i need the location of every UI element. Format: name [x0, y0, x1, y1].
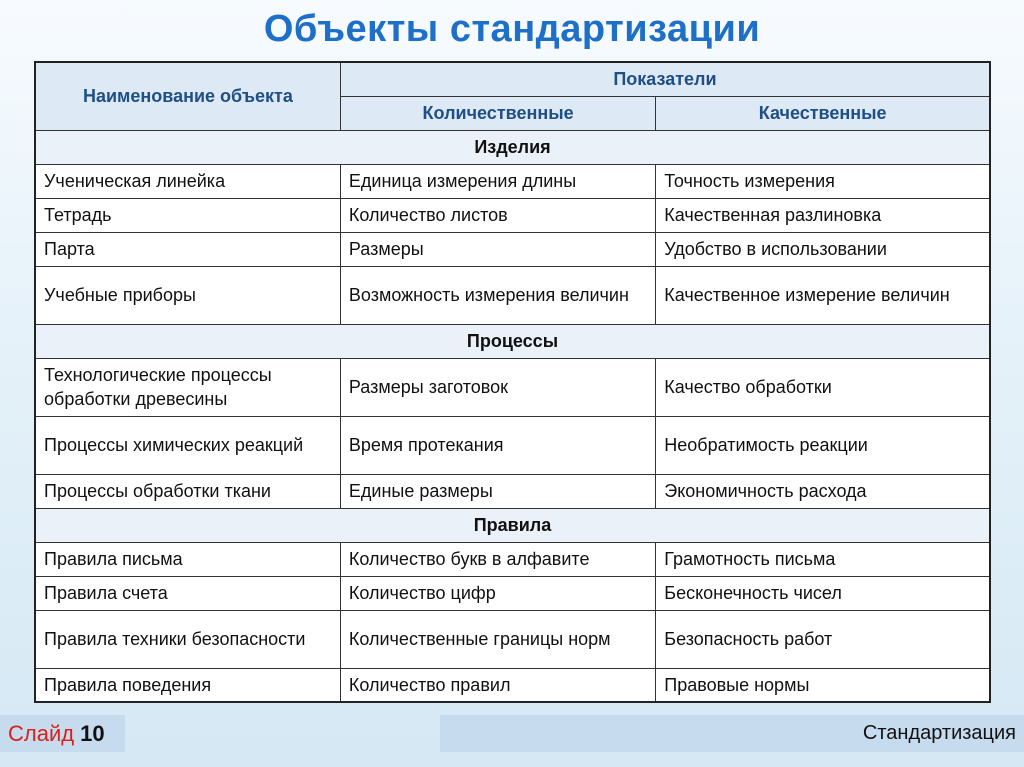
header-quantitative: Количественные	[340, 96, 655, 130]
cell-object: Правила письма	[35, 542, 340, 576]
header-indicators: Показатели	[340, 62, 990, 96]
slide-title: Объекты стандартизации	[263, 8, 761, 50]
cell-object: Правила техники безопасности	[35, 610, 340, 668]
table-row	[35, 266, 990, 324]
cell-quantitative: Размеры	[340, 232, 655, 266]
section-rules: Правила	[35, 508, 990, 542]
cell-object: Технологические процессы обработки древесины	[35, 358, 340, 416]
table-row	[35, 416, 990, 474]
cell-qualitative: Качество обработки	[656, 358, 990, 416]
footer-topic: Стандартизация	[862, 722, 1016, 744]
cell-quantitative: Количественные границы норм	[340, 610, 655, 668]
cell-object: Процессы химических реакций	[35, 416, 340, 474]
footer-topic-bar	[440, 715, 1024, 752]
table-row	[35, 610, 990, 668]
cell-object: Тетрадь	[35, 198, 340, 232]
cell-qualitative: Бесконечность чисел	[656, 576, 990, 610]
slide-label: Слайд	[8, 720, 75, 746]
cell-qualitative: Удобство в использовании	[656, 232, 990, 266]
table-row	[35, 576, 990, 610]
cell-object: Правила поведения	[35, 668, 340, 702]
header-object-name: Наименование объекта	[35, 62, 340, 130]
table-row	[35, 474, 990, 508]
cell-quantitative: Количество правил	[340, 668, 655, 702]
table-row	[35, 198, 990, 232]
table-row	[35, 358, 990, 416]
cell-quantitative: Время протекания	[340, 416, 655, 474]
standardization-table	[34, 61, 991, 703]
cell-quantitative: Количество листов	[340, 198, 655, 232]
cell-object: Правила счета	[35, 576, 340, 610]
table-row	[35, 668, 990, 702]
cell-quantitative: Размеры заготовок	[340, 358, 655, 416]
table-row	[35, 164, 990, 198]
cell-object: Процессы обработки ткани	[35, 474, 340, 508]
cell-quantitative: Количество цифр	[340, 576, 655, 610]
cell-qualitative: Точность измерения	[656, 164, 990, 198]
cell-qualitative: Необратимость реакции	[656, 416, 990, 474]
cell-quantitative: Возможность измерения величин	[340, 266, 655, 324]
cell-object: Парта	[35, 232, 340, 266]
header-qualitative: Качественные	[656, 96, 990, 130]
cell-quantitative: Количество букв в алфавите	[340, 542, 655, 576]
cell-object: Учебные приборы	[35, 266, 340, 324]
cell-qualitative: Правовые нормы	[656, 668, 990, 702]
slide-number-badge	[0, 715, 125, 752]
table-row	[35, 232, 990, 266]
cell-quantitative: Единица измерения длины	[340, 164, 655, 198]
section-products: Изделия	[35, 130, 990, 164]
table-row	[35, 542, 990, 576]
cell-quantitative: Единые размеры	[340, 474, 655, 508]
cell-qualitative: Экономичность расхода	[656, 474, 990, 508]
section-processes: Процессы	[35, 324, 990, 358]
cell-qualitative: Грамотность письма	[656, 542, 990, 576]
cell-object: Ученическая линейка	[35, 164, 340, 198]
cell-qualitative: Безопасность работ	[656, 610, 990, 668]
slide-number: 10	[80, 720, 105, 746]
cell-qualitative: Качественное измерение величин	[656, 266, 990, 324]
cell-qualitative: Качественная разлиновка	[656, 198, 990, 232]
